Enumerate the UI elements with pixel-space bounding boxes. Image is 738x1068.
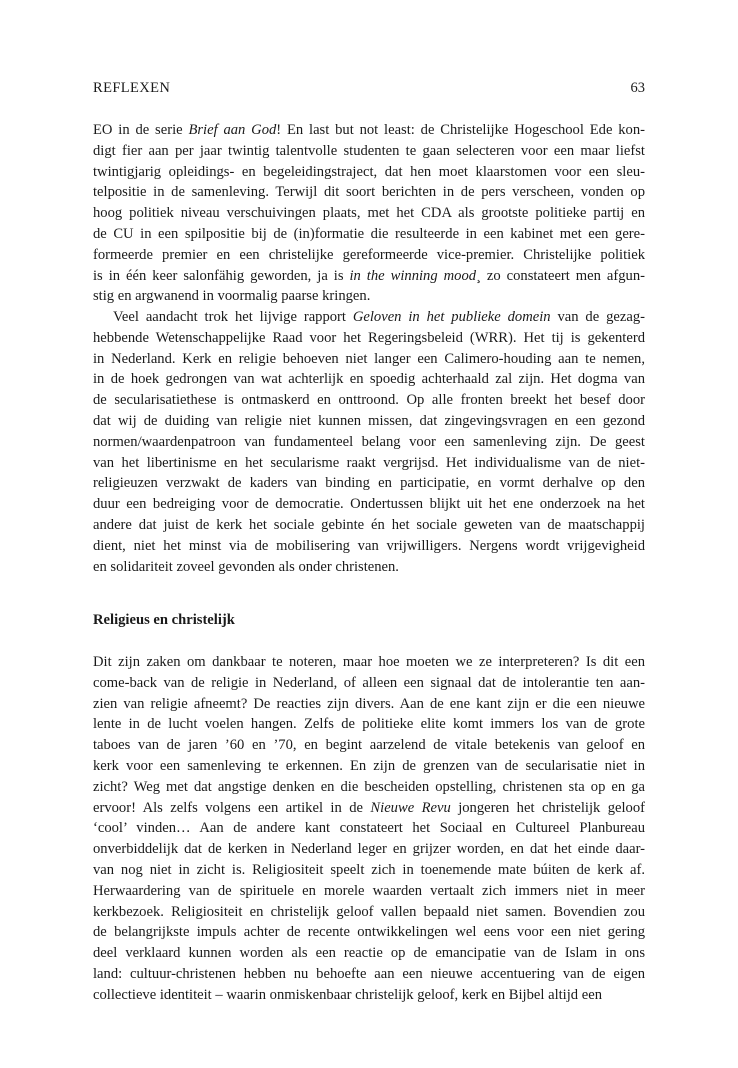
italic-title: Geloven in het publieke domein: [352, 309, 551, 325]
section-body: [93, 652, 645, 1006]
text-line: Herwaardering van de spirituele en morele waarden vertaalt zich immers niet in meer: [93, 882, 645, 899]
text-line: EO in de serie Brief aan God! En last but not least: de Christelijke Hogeschool Ede kon-: [93, 122, 645, 138]
text-line: dat wij de duiding van religie niet kunnen missen, dat zingevingsvragen en een gezond: [93, 412, 645, 429]
text-line: ‘cool’ vinden… Aan de andere kant constateert het Sociaal en Cultureel Planbureau: [93, 820, 645, 837]
text-line: duur een bedreiging voor de democratie. Ondertussen blijkt uit het ene onderzoek na het: [93, 496, 645, 513]
text-line: lente in de lucht voelen hangen. Zelfs de politieke elite komt immers los van de grote: [93, 716, 645, 733]
text-line: Veel aandacht trok het lijvige rapport Geloven in het publieke domein van de gezag-: [113, 309, 645, 325]
text-line: Dit zijn zaken om dankbaar te noteren, maar hoe moeten we ze interpreteren? Is dit een: [93, 654, 645, 670]
text-line: telpositie in de samenleving. Terwijl dit soort berichten in de pers verscheen, vonden op: [93, 184, 645, 201]
text-line: twintigjarig opleidings- en begeleidingstraject, dat hen moet klaarstomen voor een sleu-: [93, 163, 645, 180]
text-line: van het libertinisme en het secularisme raakt vergrijsd. Het individualisme van de niet-: [93, 454, 645, 471]
text-line: de CU in een spilpositie bij de (in)formatie die resulteerde in een kabinet met een gere-: [93, 225, 645, 242]
text-line: come-back van de religie in Nederland, of alleen een signaal dat de intolerantie ten aan-: [93, 674, 645, 691]
italic-title: in the winning mood: [349, 267, 477, 284]
text-line: ervoor! Als zelfs volgens een artikel in de Nieuwe Revu jongeren het christelijk geloof: [93, 799, 646, 816]
text-line: in de hoek gedrongen van wat achterlijk en spoedig achterhaald zal zijn. Het dogma van: [93, 371, 645, 388]
text-line: andere dat juist de kerk het sociale gebinte én het sociale geweten van de maatschappij: [93, 516, 645, 533]
text-line: hebbende Wetenschappelijke Raad voor het Regeringsbeleid (WRR). Het tij is gekenterd: [93, 329, 645, 346]
text-line: religieuzen verzwakt de kaders van binding en participatie, en vormt derhalve op den: [93, 475, 645, 492]
text-line: taboes van de jaren ’60 en ’70, en begint aarzelend de vitale betekenis van geloof en: [93, 737, 645, 754]
text-line: de belangrijkste impuls achter de recente ontwikkelingen wel eens voor een niet gering: [93, 924, 645, 941]
text-line: stig en argwanend in voormalig paarse kringen.: [93, 288, 371, 305]
section-heading: Religieus en christelijk: [93, 612, 235, 628]
text-line: formeerde premier en een christelijke gereformeerde vice-premier. Christelijke politiek: [93, 246, 645, 263]
text-line: hoog politiek niveau verschuivingen plaats, met het CDA als grootste politieke partij en: [93, 205, 645, 222]
text-line: de secularisatiethese is ontmaskerd en onttroond. Op alle fronten breekt het besef door: [93, 392, 645, 409]
text-line: land: cultuur-christenen hebben nu behoefte aan een nieuwe accentuering van de eigen: [93, 965, 645, 982]
text-line: deel verklaard kunnen worden als een reactie op de emancipatie van de Islam in ons: [93, 945, 645, 962]
italic-title: Nieuwe Revu: [370, 799, 451, 816]
page-number: 63: [630, 80, 645, 96]
text-line: en solidariteit zoveel gevonden als onder christenen.: [93, 558, 399, 575]
running-head-title: REFLEXEN: [93, 80, 171, 96]
text-line: kerkbezoek. Religiositeit en christelijk geloof vallen bepaald niet samen. Bovendien zou: [93, 903, 645, 920]
text-line: zicht? Weg met dat angstige denken en die bescheiden opstelling, christenen sta op en ga: [93, 778, 645, 795]
text-line: normen/waardenpatroon van fundamenteel belang voor een samenleving zijn. De geest: [93, 433, 645, 450]
text-line: is in één keer salonfähig geworden, ja is in the winning mood¸ zo constateert men afgun-: [93, 267, 645, 284]
text-line: zien van religie afneemt? De reacties zijn divers. Aan de ene kant zijn er die een nieuwe: [93, 695, 645, 712]
text-line: onverbiddelijk dat de kerken in Nederland leger en grijzer worden, en dat het einde daar-: [93, 841, 645, 858]
text-line: van nog niet in zicht is. Religiositeit speelt zich in toenemende mate búiten de kerk af.: [93, 861, 645, 878]
text-line: digt fier aan per jaar twintig talentvolle studenten te gaan selecteren voor een maar liefst: [93, 142, 645, 159]
text-line: kerk voor een samenleving te erkennen. En zijn de grenzen van de secularisatie niet in: [93, 757, 645, 774]
text-line: dient, niet het minst via de mobilisering van vrijwilligers. Nergens wordt vrijgevigheid: [93, 537, 645, 554]
paragraph-2: [93, 307, 645, 577]
text-line: collectieve identiteit – waarin onmiskenbaar christelijk geloof, kerk en Bijbel altijd een: [93, 986, 602, 1003]
paragraph-1: [93, 120, 645, 307]
italic-title: Brief aan God: [188, 122, 277, 138]
text-line: in Nederland. Kerk en religie behoeven niet langer een Calimero-houding aan te nemen,: [93, 350, 645, 367]
